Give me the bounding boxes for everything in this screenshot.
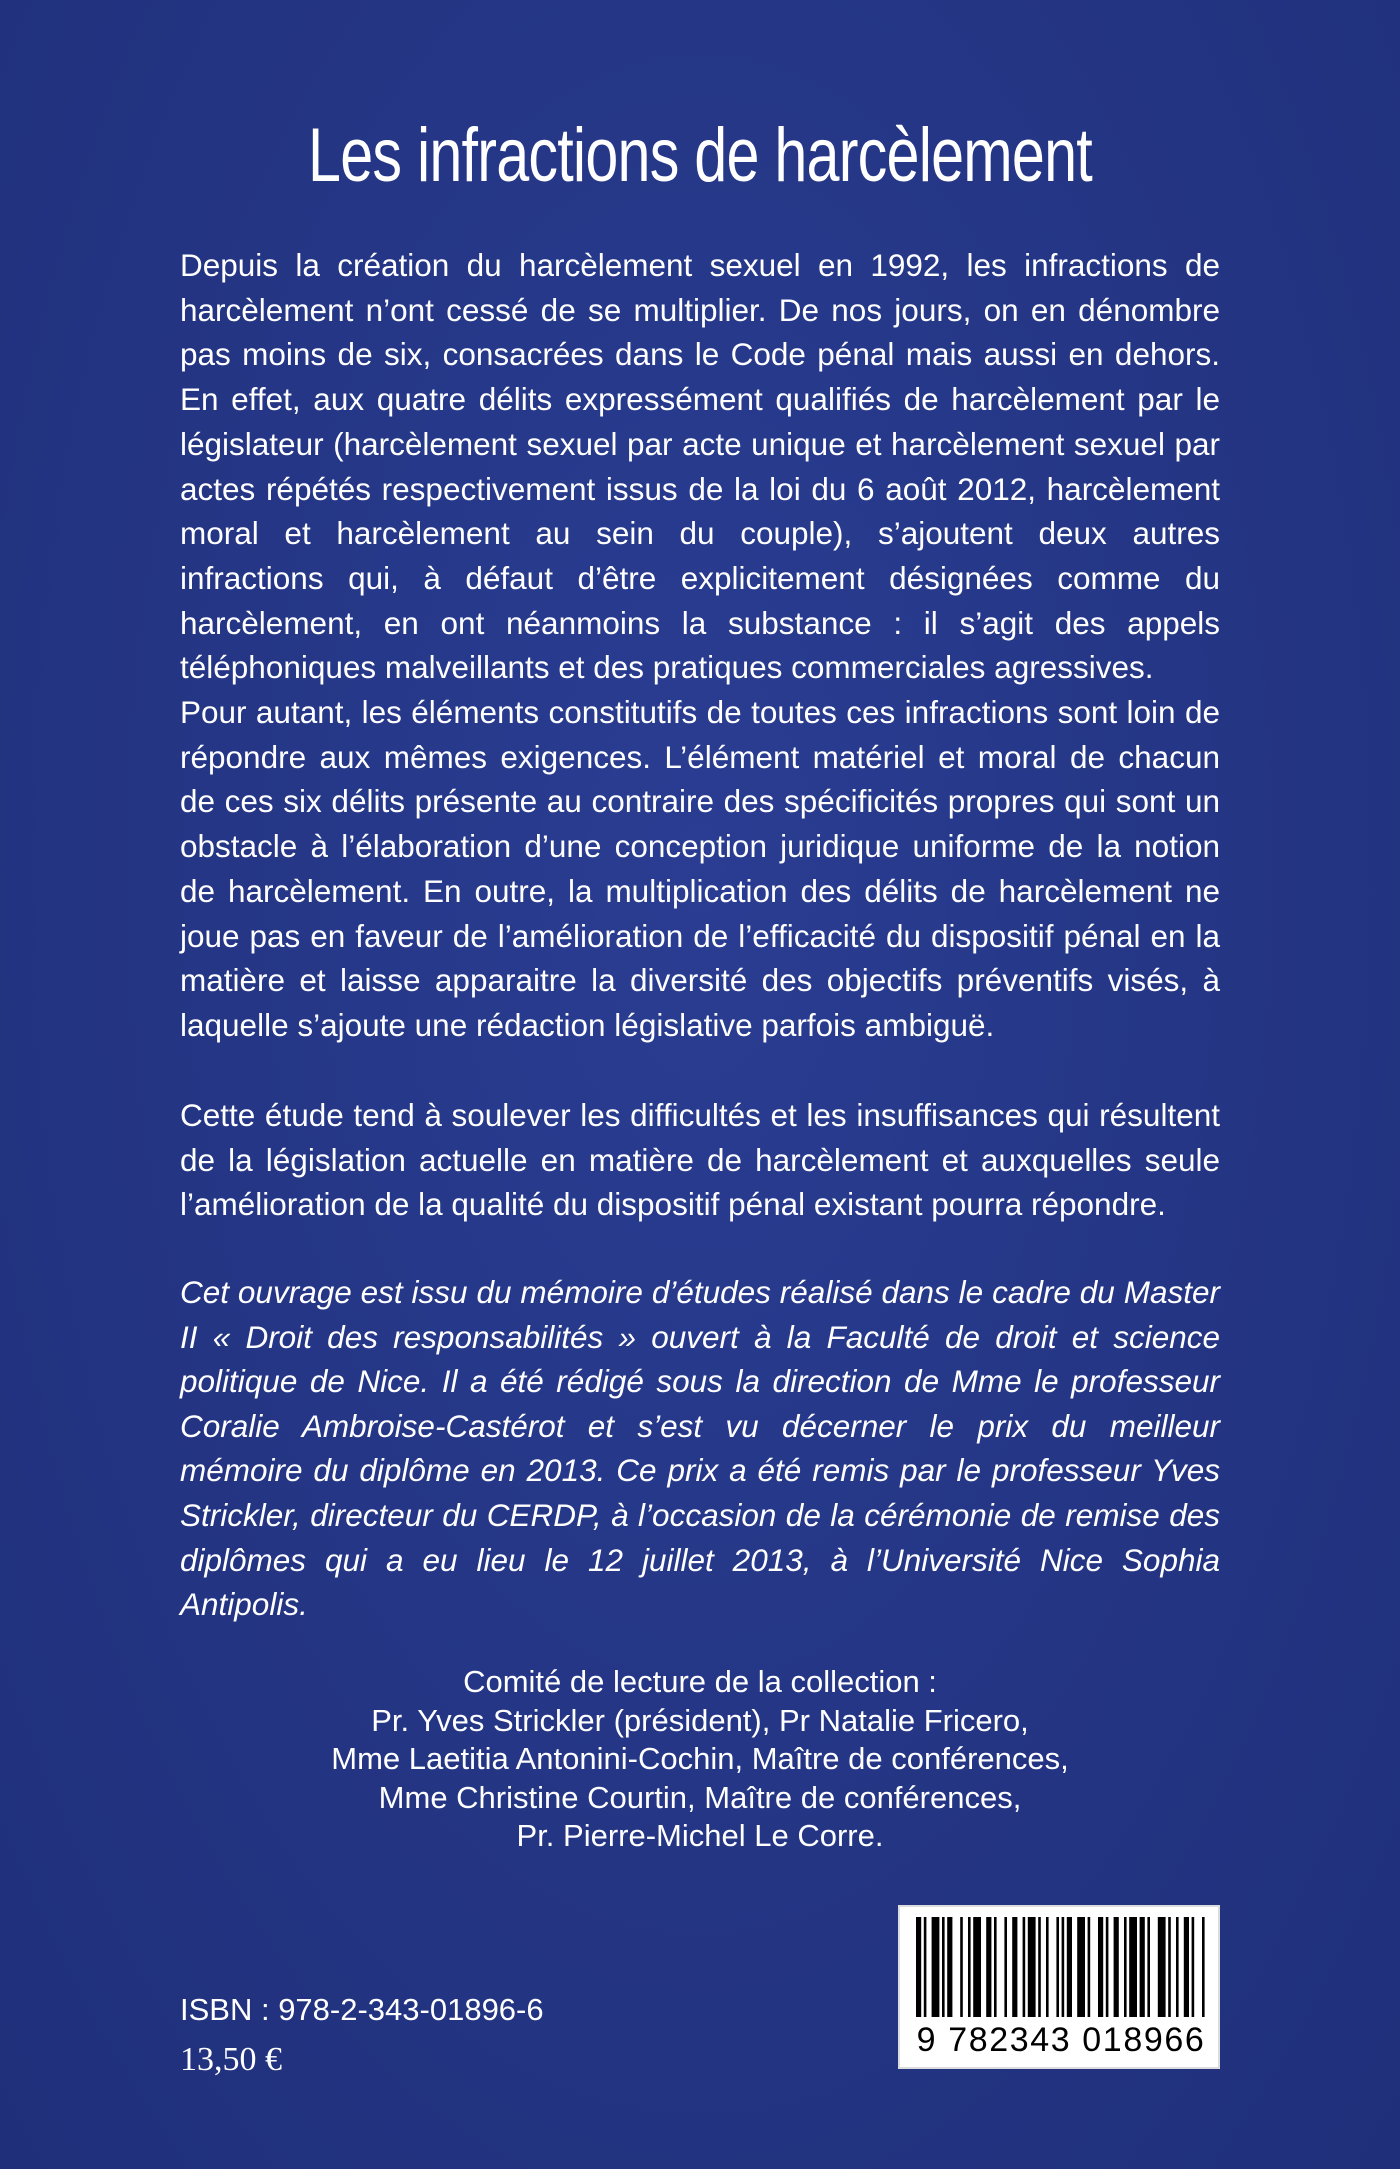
barcode-bar xyxy=(1028,1917,1036,2017)
barcode-bar xyxy=(1158,1917,1166,2017)
committee-member: Mme Laetitia Antonini-Cochin, Maître de conférences, xyxy=(331,1741,1069,1776)
barcode-bars xyxy=(900,1907,1218,2019)
barcode-bar xyxy=(1023,1917,1026,2017)
barcode-bar xyxy=(1056,1917,1059,2017)
committee-member: Pr. Pierre-Michel Le Corre. xyxy=(516,1818,884,1853)
isbn-label: ISBN : 978-2-343-01896-6 xyxy=(180,1992,544,2027)
barcode-bar xyxy=(1098,1917,1103,2017)
barcode-bar xyxy=(1140,1917,1145,2017)
barcode-bar xyxy=(1106,1917,1109,2017)
study-text xyxy=(180,1093,1220,1227)
barcode-bar xyxy=(1067,1917,1072,2017)
barcode-bar xyxy=(1129,1917,1137,2017)
committee-member: Mme Christine Courtin, Maître de conférences, xyxy=(378,1779,1022,1815)
barcode-bar xyxy=(1184,1917,1189,2017)
summary-text xyxy=(180,243,1220,1048)
barcode-bar xyxy=(932,1917,940,2017)
barcode-bar xyxy=(1012,1917,1017,2017)
barcode-bar xyxy=(1038,1917,1041,2017)
committee-heading: Comité de lecture de la collection : xyxy=(463,1664,937,1699)
barcode-bar xyxy=(916,1917,921,2017)
barcode-bar xyxy=(942,1917,945,2017)
barcode-bar xyxy=(1062,1917,1065,2017)
barcode-bar xyxy=(924,1917,927,2017)
origin-paragraph: Cet ouvrage est issu du mémoire d’études réalisé dans le cadre du Master II « Droit des responsabilités » ouvert à la Faculté de droit et science politique de Nice. Il a été rédigé sous la direction de Mme le professeur Coralie Ambroise-Castérot et s’est vu décerner le prix du meilleur mémoire du diplôme en 2013. Ce prix a été remis par le professeur Yves Strickler, directeur du CERDP, à l’occasion de la cérémonie de remise des diplômes qui a eu lieu le 12 juillet 2013, à l’Université Nice Sophia Antipolis. xyxy=(180,1274,1220,1623)
barcode-bar xyxy=(1046,1917,1049,2017)
barcode-bar xyxy=(1202,1917,1205,2017)
barcode-bar xyxy=(1077,1917,1085,2017)
barcode-bar xyxy=(960,1917,963,2017)
barcode-bar xyxy=(1147,1917,1150,2017)
price-label: 13,50 € xyxy=(180,2041,282,2078)
barcode-digits: 9 782343 018966 xyxy=(916,2021,1206,2059)
barcode-bar xyxy=(1114,1917,1119,2017)
barcode-bar xyxy=(973,1917,981,2017)
barcode-bar xyxy=(1124,1917,1127,2017)
barcode-bar xyxy=(968,1917,971,2017)
committee-member: Pr. Yves Strickler (président), Pr Natalie Fricero, xyxy=(371,1702,1029,1738)
origin-text xyxy=(180,1270,1220,1627)
barcode xyxy=(898,1905,1220,2069)
reading-committee xyxy=(0,1663,1400,1856)
barcode-bar xyxy=(986,1917,991,2017)
summary-paragraph-2: Pour autant, les éléments constitutifs de toutes ces infractions sont loin de répondre aux mêmes exigences. L’élément matériel et moral de chacun de ces six délits présente au contraire des spécificités propres qui sont un obstacle à l’élaboration d’une conception juridique uniforme de la notion de harcèlement. En outre, la multiplication des délits de harcèlement ne joue pas en faveur de l’amélioration de l’efficacité du dispositif pénal en la matière et laisse apparaitre la diversité des objectifs préventifs visés, à laquelle s’ajoute une rédaction législative parfois ambiguë. xyxy=(180,694,1220,1043)
study-paragraph: Cette étude tend à soulever les difficultés et les insuffisances qui résultent de la législation actuelle en matière de harcèlement et auxquelles seule l’amélioration de la qualité du dispositif pénal existant pourra répondre. xyxy=(180,1097,1220,1223)
barcode-bar xyxy=(1176,1917,1179,2017)
barcode-bar xyxy=(1192,1917,1195,2017)
barcode-bar xyxy=(994,1917,997,2017)
summary-paragraph-1: Depuis la création du harcèlement sexuel en 1992, les infractions de harcèlement n’ont cessé de se multiplier. De nos jours, on en dénombre pas moins de six, consacrées dans le Code pénal mais aussi en dehors. En effet, aux quatre délits expressément qualifiés de harcèlement par le législateur (harcèlement sexuel par acte unique et harcèlement sexuel par actes répétés respectivement issus de la loi du 6 août 2012, harcèlement moral et harcèlement au sein du couple), s’ajoutent deux autres infractions qui, à défaut d’être explicitement désignées comme du harcèlement, en ont néanmoins la substance : il s’agit des appels téléphoniques malveillants et des pratiques commerciales agressives. xyxy=(180,247,1220,686)
book-title: Les infractions de harcèlement xyxy=(308,113,1092,198)
barcode-bar xyxy=(1168,1917,1171,2017)
barcode-bar xyxy=(1088,1917,1091,2017)
barcode-bar xyxy=(947,1917,952,2017)
barcode-bar xyxy=(1004,1917,1007,2017)
